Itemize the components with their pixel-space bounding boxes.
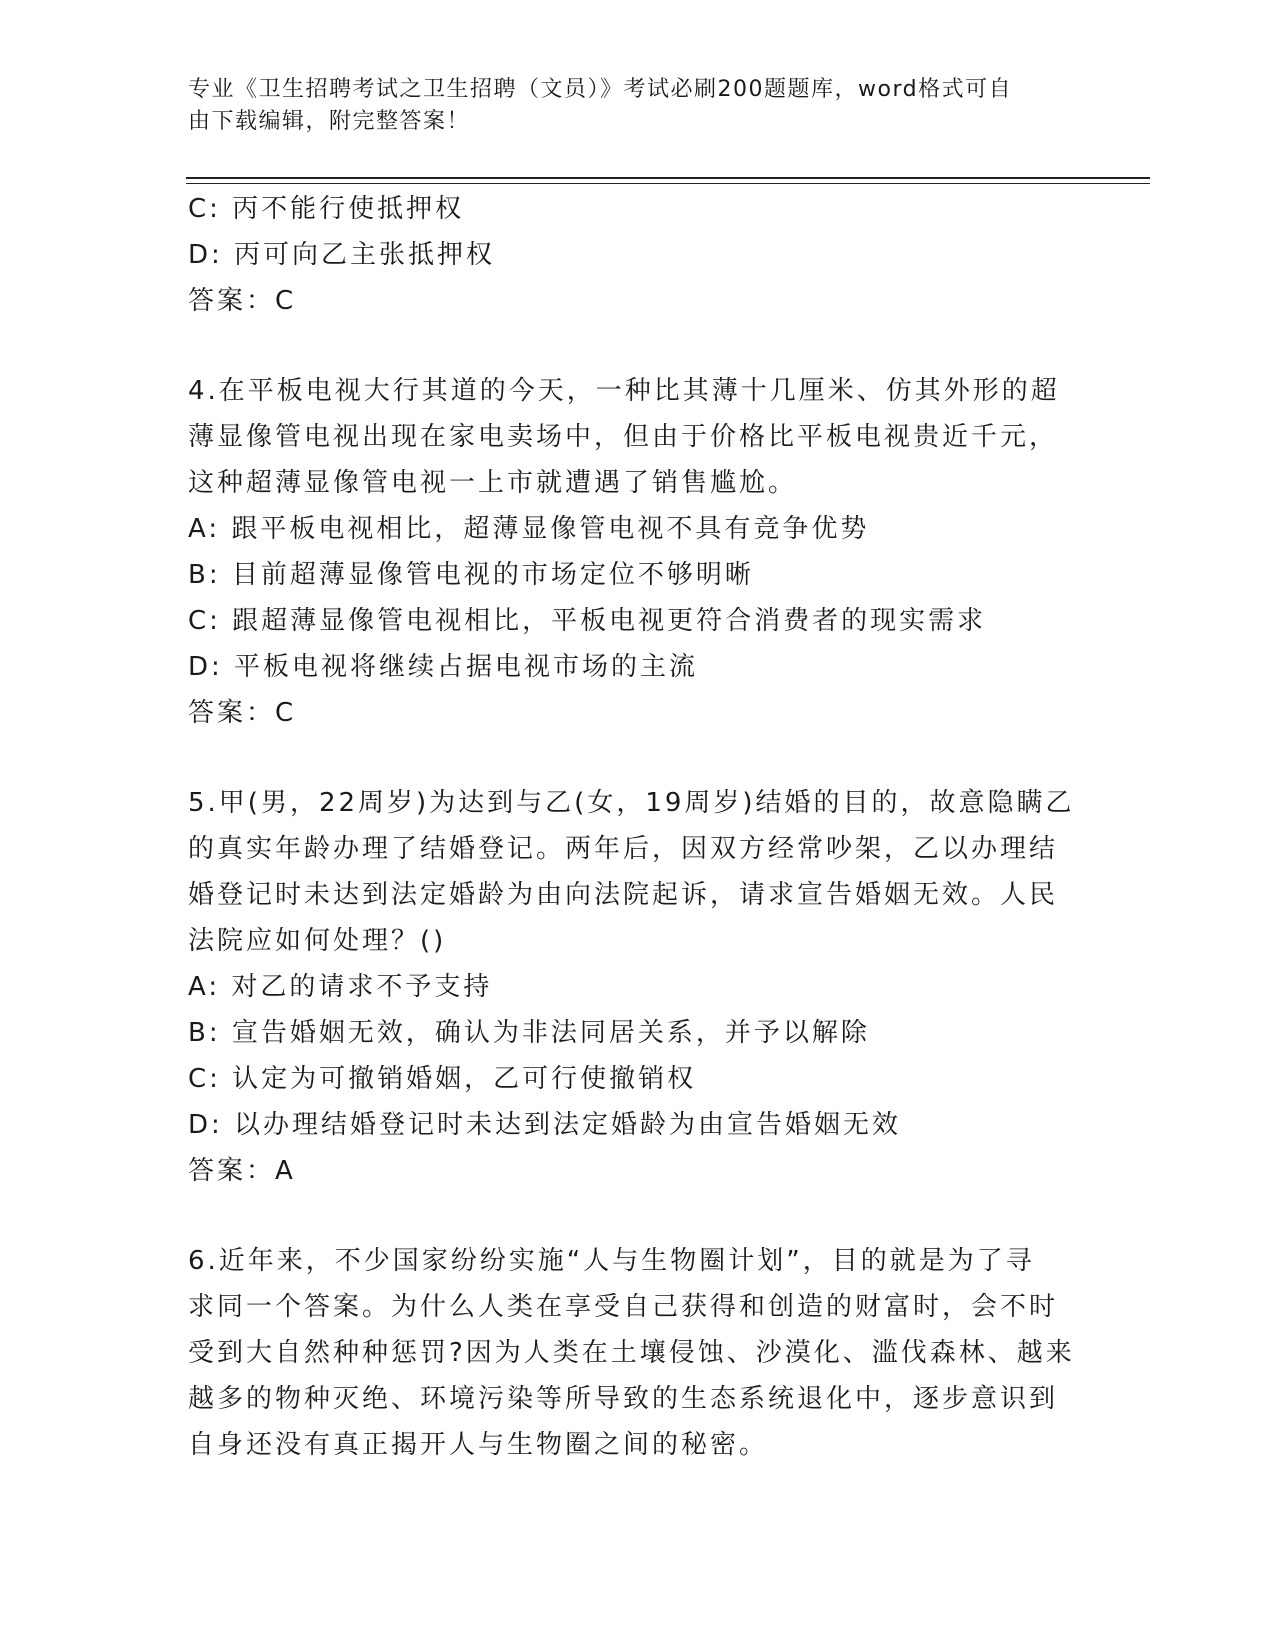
answer-line: 答案：C bbox=[188, 286, 297, 316]
question-stem-line: 婚登记时未达到法定婚龄为由向法院起诉，请求宣告婚姻无效。人民 bbox=[188, 880, 1059, 910]
spacer bbox=[188, 1194, 1088, 1238]
option-d: D: 丙可向乙主张抵押权 bbox=[188, 240, 496, 270]
header-divider-thin bbox=[186, 183, 1150, 184]
question-stem-line: 这种超薄显像管电视一上市就遭遇了销售尴尬。 bbox=[188, 468, 798, 498]
option-b: B: 目前超薄显像管电视的市场定位不够明晰 bbox=[188, 560, 754, 590]
spacer bbox=[188, 324, 1088, 368]
answer-line: 答案：A bbox=[188, 1156, 296, 1186]
question-stem-line: 越多的物种灭绝、环境污染等所导致的生态系统退化中，逐步意识到 bbox=[188, 1384, 1059, 1414]
spacer bbox=[188, 736, 1088, 780]
question-stem-line: 薄显像管电视出现在家电卖场中，但由于价格比平板电视贵近千元， bbox=[188, 422, 1059, 452]
question-stem-line: 受到大自然种种惩罚?因为人类在土壤侵蚀、沙漠化、滥伐森林、越来 bbox=[188, 1338, 1075, 1368]
option-c: C: 丙不能行使抵押权 bbox=[188, 194, 465, 224]
option-c: C: 跟超薄显像管电视相比，平板电视更符合消费者的现实需求 bbox=[188, 606, 987, 636]
question-4 bbox=[188, 368, 1088, 736]
question-stem-line: 法院应如何处理？() bbox=[188, 926, 447, 956]
question-3-continued bbox=[188, 186, 1088, 324]
question-stem-line: 自身还没有真正揭开人与生物圈之间的秘密。 bbox=[188, 1430, 769, 1460]
option-d: D: 平板电视将继续占据电视市场的主流 bbox=[188, 652, 699, 682]
question-stem-line: 5.甲(男，22周岁)为达到与乙(女，19周岁)结婚的目的，故意隐瞒乙 bbox=[188, 788, 1075, 818]
question-stem-line: 求同一个答案。为什么人类在享受自己获得和创造的财富时，会不时 bbox=[188, 1292, 1059, 1322]
option-c: C: 认定为可撤销婚姻，乙可行使撤销权 bbox=[188, 1064, 697, 1094]
question-6 bbox=[188, 1238, 1088, 1468]
header-line-1: 专业《卫生招聘考试之卫生招聘（文员）》考试必刷200题题库，word格式可自 bbox=[188, 77, 1013, 102]
question-5 bbox=[188, 780, 1088, 1194]
question-stem-line: 的真实年龄办理了结婚登记。两年后，因双方经常吵架，乙以办理结 bbox=[188, 834, 1059, 864]
question-stem-line: 6.近年来，不少国家纷纷实施“人与生物圈计划”，目的就是为了寻 bbox=[188, 1246, 1035, 1276]
question-stem-line: 4.在平板电视大行其道的今天，一种比其薄十几厘米、仿其外形的超 bbox=[188, 376, 1060, 406]
option-b: B: 宣告婚姻无效，确认为非法同居关系，并予以解除 bbox=[188, 1018, 870, 1048]
option-a: A: 跟平板电视相比，超薄显像管电视不具有竞争优势 bbox=[188, 514, 870, 544]
option-a: A: 对乙的请求不予支持 bbox=[188, 972, 493, 1002]
option-d: D: 以办理结婚登记时未达到法定婚龄为由宣告婚姻无效 bbox=[188, 1110, 902, 1140]
header-divider-thick bbox=[186, 177, 1150, 179]
document-header bbox=[188, 74, 1068, 138]
question-content bbox=[188, 186, 1088, 1468]
answer-line: 答案：C bbox=[188, 698, 297, 728]
header-line-2: 由下载编辑，附完整答案！ bbox=[188, 109, 471, 134]
